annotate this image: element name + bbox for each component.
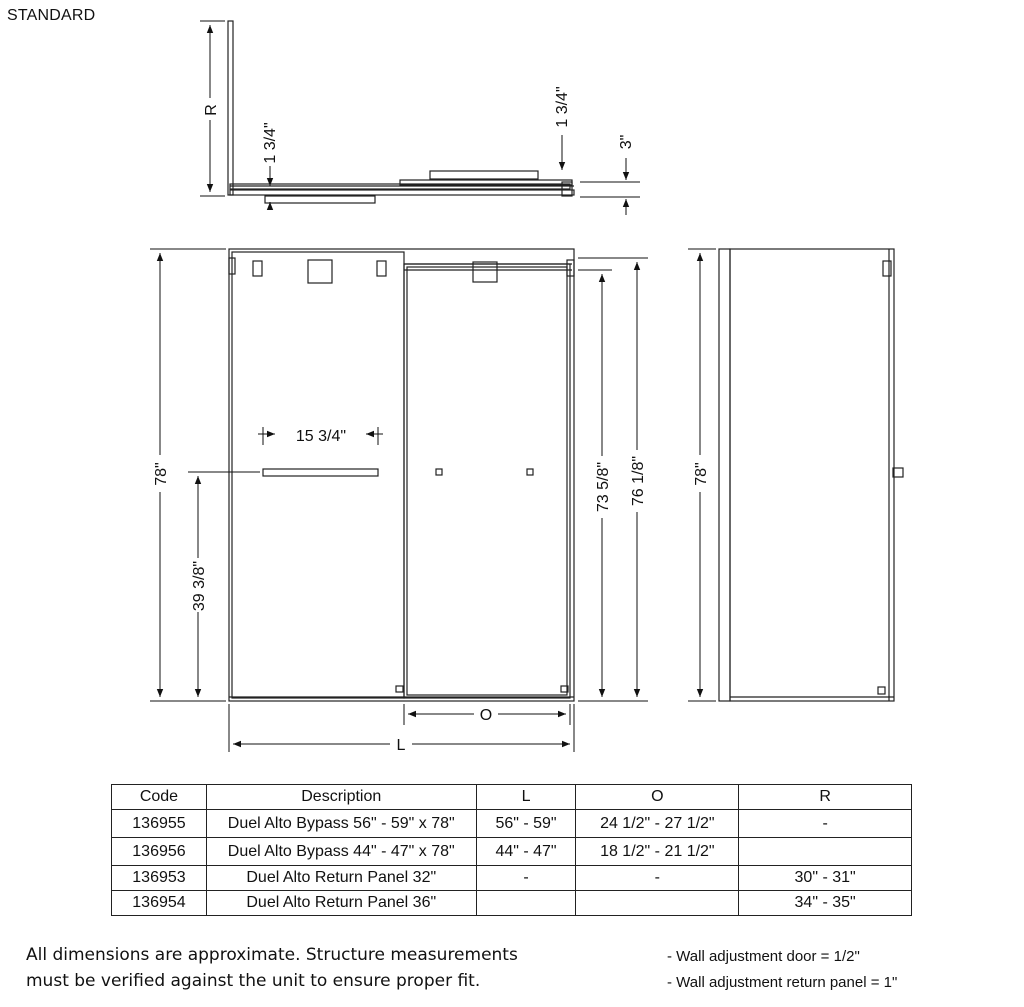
front-dimensions bbox=[150, 249, 648, 752]
disclaimer-note bbox=[26, 942, 586, 994]
rail-top-dim-label: 1 3/4" bbox=[554, 86, 571, 128]
total-height-dim-label: 76 1/8" bbox=[630, 455, 647, 507]
disclaimer-line-1: All dimensions are approximate. Structure measurements bbox=[26, 945, 518, 965]
handle-height-dim-label: 39 3/8" bbox=[191, 560, 208, 612]
header-o: O bbox=[576, 785, 739, 810]
return-panel-plan bbox=[228, 21, 233, 195]
towel-bar bbox=[263, 469, 378, 476]
cell-description: Duel Alto Return Panel 32" bbox=[206, 866, 476, 891]
roller-left bbox=[253, 261, 262, 276]
header-r: R bbox=[739, 785, 912, 810]
cell-description: Duel Alto Bypass 56" - 59" x 78" bbox=[206, 810, 476, 838]
length-dim-label: L bbox=[396, 737, 406, 754]
plan-view bbox=[228, 21, 574, 203]
depth-dim-label: 3" bbox=[618, 134, 635, 150]
side-elevation bbox=[719, 249, 903, 701]
cell-description: Duel Alto Bypass 44" - 47" x 78" bbox=[206, 838, 476, 866]
center-bracket bbox=[308, 260, 332, 283]
return-height-dim-label: 78" bbox=[693, 462, 710, 486]
disclaimer-line-2: must be verified against the unit to ensure proper fit. bbox=[26, 971, 481, 991]
table-row bbox=[112, 891, 912, 916]
table-row bbox=[112, 810, 912, 838]
sliding-door bbox=[404, 264, 570, 698]
cell-l bbox=[476, 891, 576, 916]
wall-adjustment-door: - Wall adjustment door = 1/2" bbox=[667, 948, 860, 965]
side-wall-jamb bbox=[719, 249, 730, 701]
cell-o: 24 1/2" - 27 1/2" bbox=[576, 810, 739, 838]
wall-adjustment-notes bbox=[667, 944, 897, 996]
knob-left bbox=[436, 469, 442, 475]
cell-o: - bbox=[576, 866, 739, 891]
return-panel bbox=[730, 249, 894, 701]
door-height-dim-label: 73 5/8" bbox=[595, 461, 612, 513]
diagram-title: STANDARD bbox=[7, 7, 96, 24]
spec-table bbox=[111, 784, 912, 916]
height-dim-label: 78" bbox=[153, 462, 170, 486]
cell-code: 136956 bbox=[112, 838, 207, 866]
cell-l: - bbox=[476, 866, 576, 891]
header-description: Description bbox=[206, 785, 476, 810]
table-row bbox=[112, 838, 912, 866]
cell-o bbox=[576, 891, 739, 916]
cell-code: 136954 bbox=[112, 891, 207, 916]
knob-right bbox=[527, 469, 533, 475]
cell-o: 18 1/2" - 21 1/2" bbox=[576, 838, 739, 866]
cell-code: 136955 bbox=[112, 810, 207, 838]
roller-right bbox=[377, 261, 386, 276]
cell-l: 44" - 47" bbox=[476, 838, 576, 866]
cell-description: Duel Alto Return Panel 36" bbox=[206, 891, 476, 916]
cell-r bbox=[739, 838, 912, 866]
wall-top-dim-label: 1 3/4" bbox=[262, 122, 279, 164]
track-plan bbox=[230, 190, 574, 195]
handle-width-dim-label: 15 3/4" bbox=[295, 428, 347, 445]
cell-r: 30" - 31" bbox=[739, 866, 912, 891]
table-row bbox=[112, 866, 912, 891]
front-frame bbox=[229, 249, 574, 701]
cell-code: 136953 bbox=[112, 866, 207, 891]
table-header-row bbox=[112, 785, 912, 810]
front-elevation bbox=[229, 249, 574, 701]
door-bracket bbox=[473, 262, 497, 282]
plan-handle-top bbox=[430, 171, 538, 179]
cell-l: 56" - 59" bbox=[476, 810, 576, 838]
plan-handle-bottom bbox=[265, 196, 375, 203]
header-l: L bbox=[476, 785, 576, 810]
cell-r: - bbox=[739, 810, 912, 838]
cell-r: 34" - 35" bbox=[739, 891, 912, 916]
opening-dim-label: O bbox=[479, 707, 493, 724]
wall-adjustment-return: - Wall adjustment return panel = 1" bbox=[667, 974, 898, 991]
header-code: Code bbox=[112, 785, 207, 810]
r-dim-label: R bbox=[203, 104, 220, 116]
